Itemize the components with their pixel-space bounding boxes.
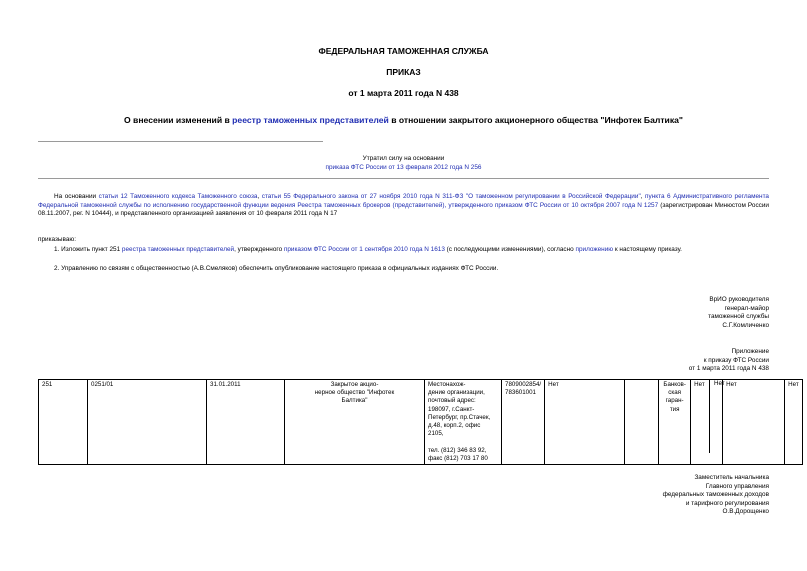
repeal-notice: [38, 155, 769, 172]
inn-line: 7809002854/: [505, 381, 542, 388]
cell-item-number: 251: [39, 380, 88, 465]
agency-name: ФЕДЕРАЛЬНАЯ ТАМОЖЕННАЯ СЛУЖБА: [318, 46, 489, 56]
kpp-line: 783601001: [505, 389, 536, 397]
order-item-1: [54, 246, 769, 255]
title-registry-link[interactable]: реестр таможенных представителей: [232, 115, 389, 125]
cell-registration-code: 0251/01: [88, 380, 207, 465]
preamble-text-3: ,: [640, 193, 646, 200]
cell-organization: [285, 380, 425, 465]
notice-rule: [38, 178, 769, 179]
document-type: ПРИКАЗ: [386, 67, 421, 77]
signature2-line: и тарифного регулирования: [685, 499, 769, 507]
appendix-line: Приложение: [731, 348, 769, 355]
address-line: 198097, г.Санкт-: [428, 405, 475, 413]
signature2-line: Заместитель начальника: [694, 474, 769, 481]
address-line: 2105,: [428, 430, 444, 438]
document-date-number: от 1 марта 2011 года N 438: [348, 88, 459, 98]
cell-flag-3: Нет: [723, 380, 785, 465]
item1-order-link[interactable]: приказом ФТС России от 1 сентября 2010 года N 1613: [283, 246, 445, 253]
separator-rule: [38, 141, 323, 142]
signature2-line: Главного управления: [705, 482, 769, 490]
guarantee-line: Банков-: [663, 381, 686, 388]
regulation-link[interactable]: пункта 6 Административного регламента Федеральной таможенной службы по исполнению государственной функции ведения Реестра таможенных брокеров (представителей), утвержденного приказом ФТС России от 10 октября 2007 года N 1257: [38, 193, 769, 209]
cell-empty: [625, 380, 659, 465]
address-spacer: [428, 438, 498, 446]
item1-text-1: 1. Изложить пункт 251: [54, 246, 122, 253]
item1-registry-link[interactable]: реестра таможенных представителей: [121, 246, 235, 253]
address-phone: тел. (812) 346 83 92,: [428, 446, 487, 454]
cell-flag-4: [785, 380, 803, 465]
item1-text-3: (с последующими изменениями), согласно: [444, 246, 576, 253]
item1-text-4: к настоящему приказу.: [613, 246, 682, 253]
signature-block-1: [519, 296, 769, 330]
org-line: нерное общество "Инфотек: [314, 389, 395, 397]
cell-address: [425, 380, 502, 465]
appendix-header: [519, 348, 769, 374]
title-text-1: О внесении изменений в: [123, 115, 233, 125]
signature-block-2: [519, 474, 769, 517]
federal-law-link[interactable]: статьи 55 Федерального закона от 27 ноября 2010 года N 311-ФЗ "О таможенном регулировании в Российской Федерации": [261, 193, 641, 200]
repeal-notice-text: Утратил силу на основании: [362, 155, 445, 162]
table-divider: [709, 379, 710, 453]
customs-code-link[interactable]: статьи 12 Таможенного кодекса Таможенного союза: [98, 193, 258, 200]
item1-text-2: , утвержденного: [234, 246, 284, 253]
item1-appendix-link[interactable]: приложению: [575, 246, 614, 253]
org-line: Балтика": [341, 397, 368, 405]
org-line: Закрытое акцио-: [330, 381, 379, 388]
signature1-line: С.Г.Комличенко: [722, 321, 769, 329]
order-word: приказываю:: [38, 236, 76, 243]
preamble-text-1: На основании: [54, 193, 99, 200]
preamble-paragraph: [38, 193, 769, 219]
address-fax: факс (812) 703 17 80: [428, 454, 488, 462]
cell-flag-2: Нет: [691, 380, 723, 465]
cell-guarantee: [659, 380, 691, 465]
title-text-2: в отношении закрытого акционерного общества "Инфотек Балтика": [388, 115, 683, 125]
preamble-text-4: (зарегистрирован Минюстом России 08.11.2007, рег. N 10444), и представленного организацией заявления от 10 февраля 2011 года N 17: [38, 201, 769, 218]
address-line: дение организации, почтовый адрес:: [428, 389, 485, 405]
cell-date: 31.01.2011: [207, 380, 285, 465]
signature2-line: О.В.Дорощенко: [722, 508, 769, 516]
guarantee-line: ская гаран-: [665, 389, 684, 405]
signature1-line: генерал-майор: [724, 304, 769, 312]
order-item-2: 2. Управлению по связям с общественностью (А.В.Смеляков) обеспечить опубликование настоящего приказа в официальных изданиях ФТС России.: [54, 265, 499, 272]
signature1-line: таможенной службы: [708, 313, 769, 321]
guarantee-line: тия: [669, 405, 680, 413]
signature1-line: ВрИО руководителя: [709, 296, 769, 303]
appendix-line: к приказу ФТС России: [703, 356, 769, 364]
signature2-line: федеральных таможенных доходов: [662, 491, 769, 499]
table-row: [39, 380, 803, 465]
appendix-line: от 1 марта 2011 года N 438: [688, 365, 769, 373]
cell-flag-5: Нет: [714, 380, 725, 387]
flag-4-text: Нет: [788, 381, 799, 388]
cell-flag-1: Нет: [545, 380, 625, 465]
address-line: Петербург, пр.Стачек, д.48, корп.2, офис: [428, 413, 491, 430]
repeal-order-link[interactable]: приказа ФТС России от 13 февраля 2012 года N 256: [325, 163, 482, 171]
address-line: Местонахож-: [428, 381, 466, 388]
registry-table: [38, 379, 803, 465]
cell-inn-kpp: [502, 380, 545, 465]
document-title: [0, 115, 807, 125]
preamble-text-2: ,: [257, 193, 262, 200]
